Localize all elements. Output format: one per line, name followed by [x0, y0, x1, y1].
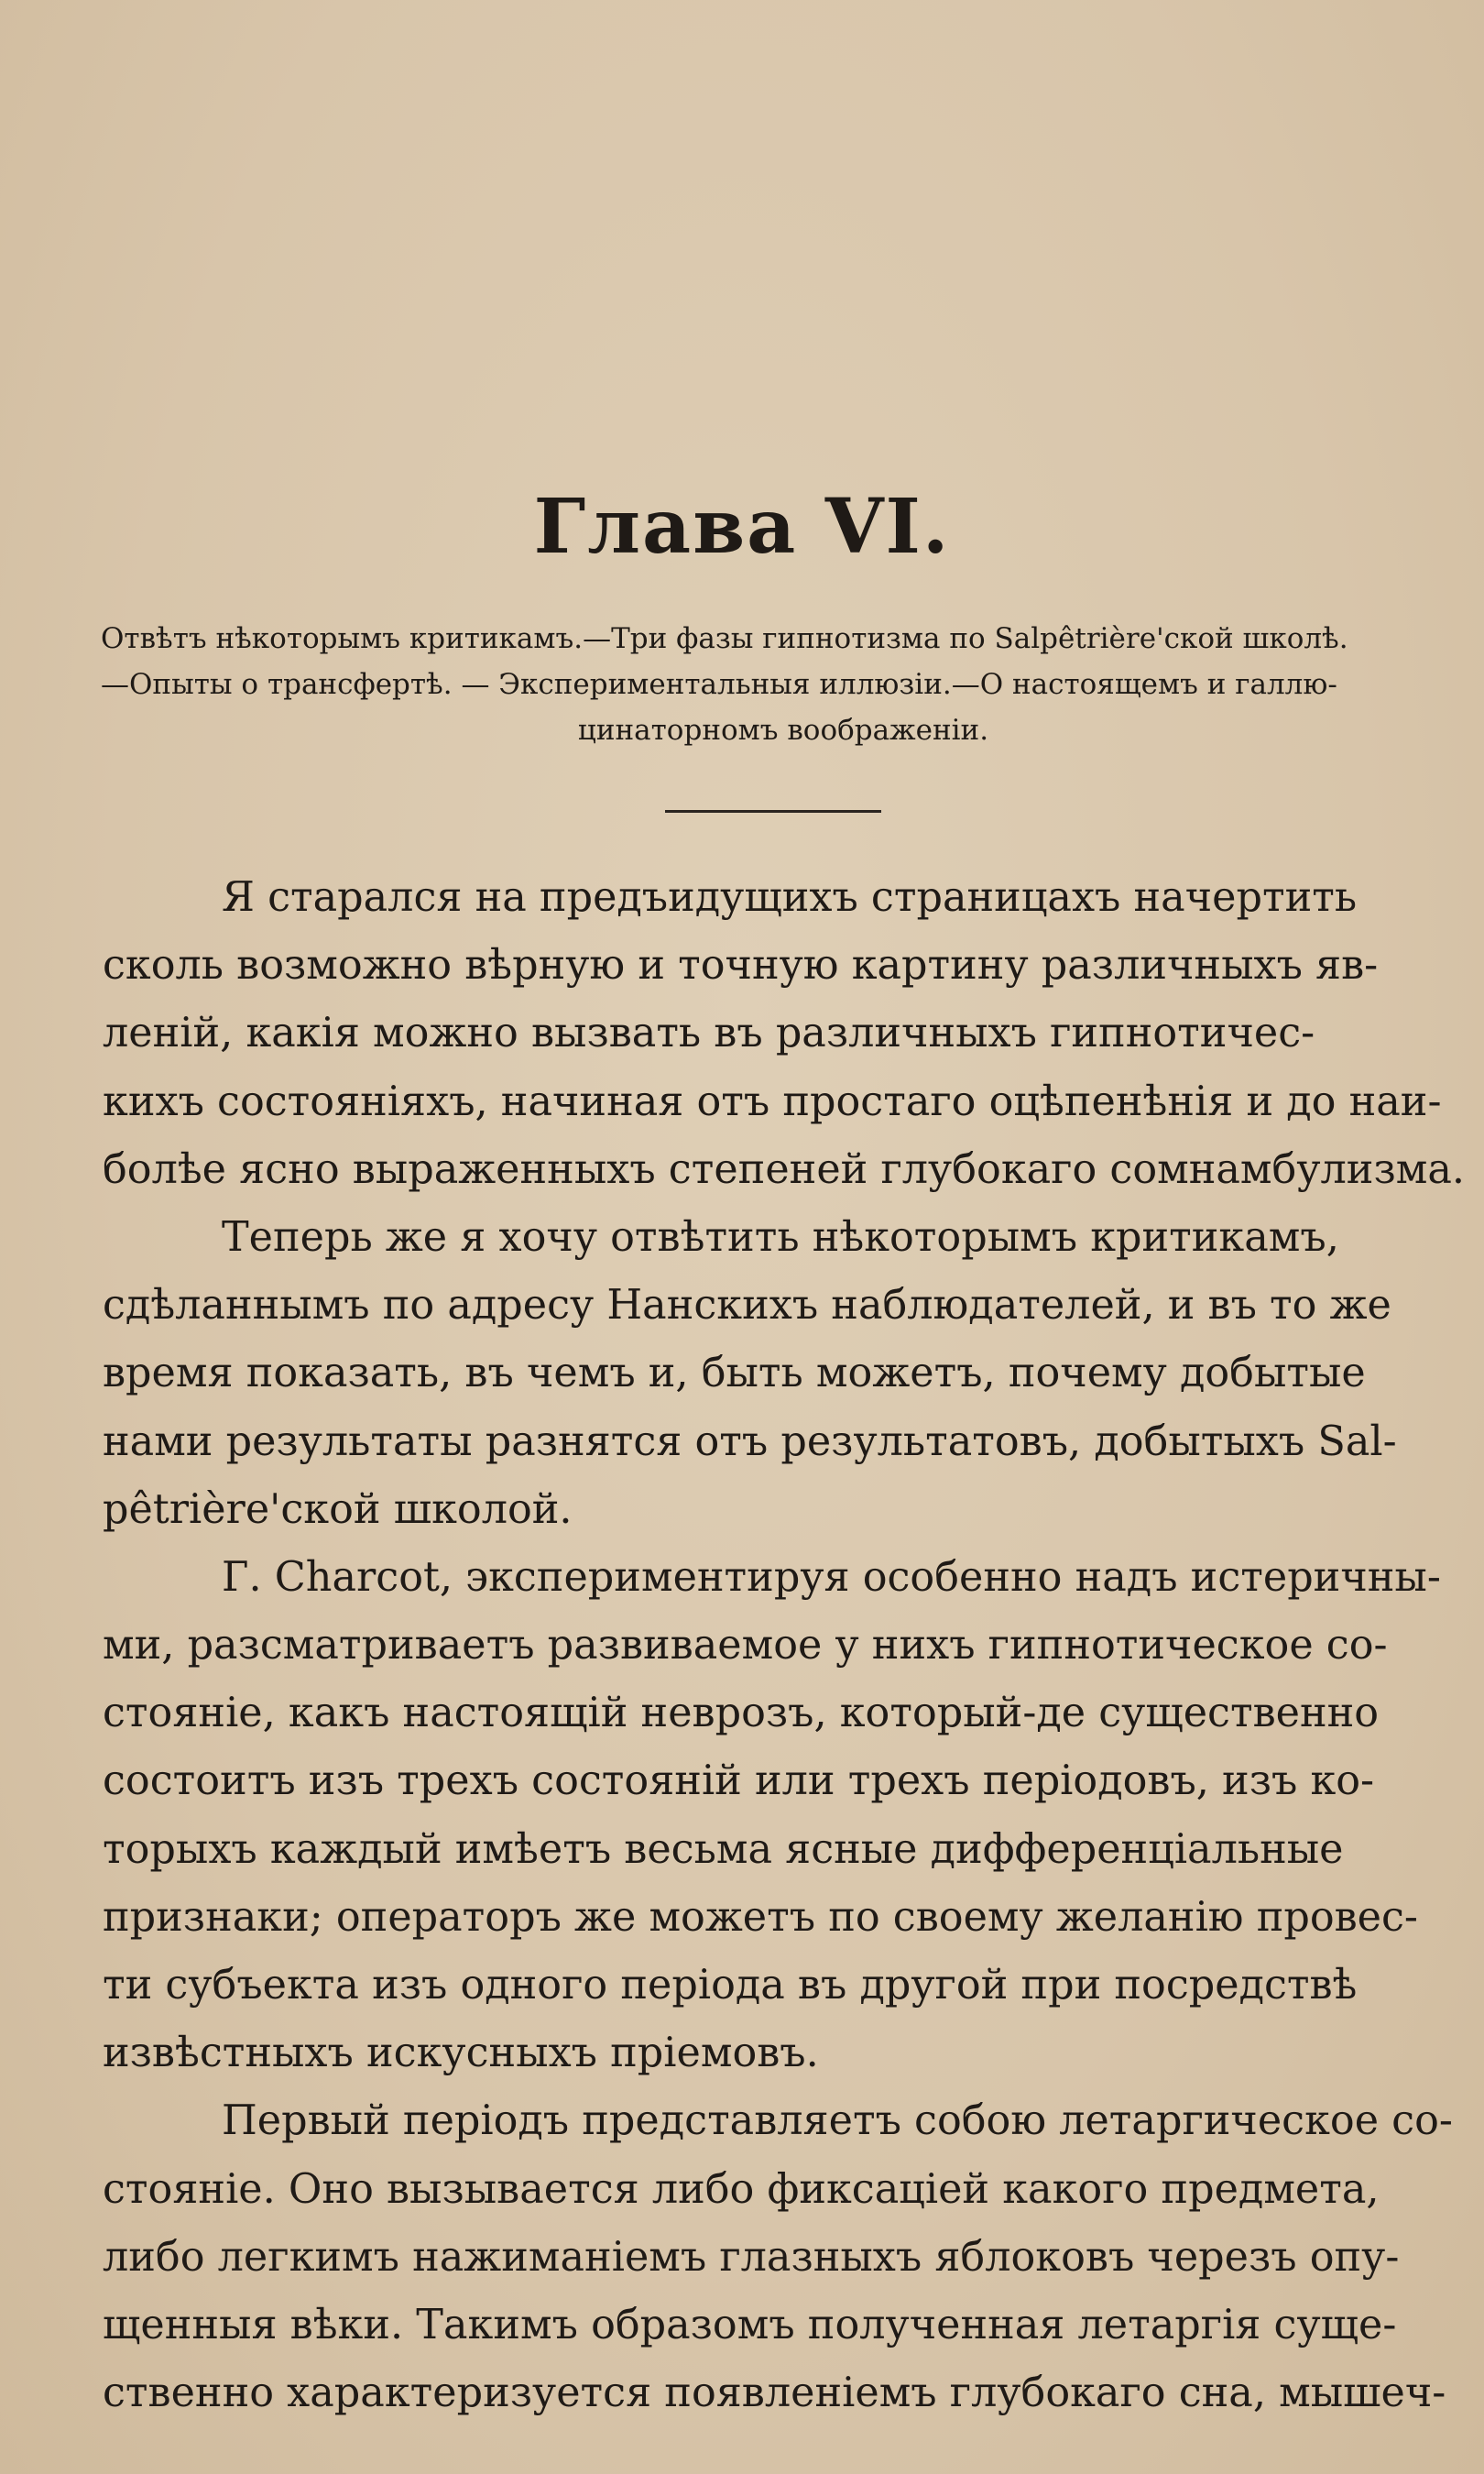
paragraph-line: извѣстныхъ искусныхъ пріемовъ.	[103, 2030, 819, 2077]
paragraph-line: Теперь же я хочу отвѣтить нѣкоторымъ критикамъ,	[222, 1213, 1339, 1261]
paragraph-line: признаки; операторъ же можетъ по своему желанію провес-	[103, 1893, 1418, 1941]
chapter-title: Глава VI.	[533, 483, 951, 571]
body-text	[103, 864, 1477, 2427]
paragraph-line: кихъ состояніяхъ, начиная отъ простаго оцѣпенѣнія и до наи-	[103, 1078, 1442, 1125]
paragraph-line: либо легкимъ нажиманіемъ глазныхъ яблоковъ черезъ опу-	[103, 2233, 1400, 2281]
paragraph-line: pêtrière'ской школой.	[103, 1485, 573, 1533]
paragraph-line: щенныя вѣки. Такимъ образомъ полученная летаргія суще-	[103, 2301, 1397, 2348]
paragraph-line: стояніе. Оно вызывается либо фиксаціей какого предмета,	[103, 2165, 1380, 2213]
chapter-summary	[101, 616, 1466, 753]
section-divider	[665, 810, 881, 813]
paragraph-line: леній, какія можно вызвать въ различныхъ гипнотичес-	[103, 1010, 1315, 1057]
paragraph-line: сдѣланнымъ по адресу Нанскихъ наблюдателей, и въ то же	[103, 1282, 1391, 1330]
paragraph-line: сколь возможно вѣрную и точную картину различныхъ яв-	[103, 942, 1379, 990]
paragraph-line: состоитъ изъ трехъ состояній или трехъ періодовъ, изъ ко-	[103, 1757, 1375, 1805]
paragraph-line: ми, разсматриваетъ развиваемое у нихъ гипнотическое со-	[103, 1622, 1388, 1669]
paragraph-line: болѣе ясно выраженныхъ степеней глубокаго сомнамбулизма.	[103, 1145, 1466, 1193]
paragraph-line: нами результаты разнятся отъ результатовъ, добытыхъ Sal-	[103, 1418, 1397, 1465]
paragraph-line: Первый періодъ представляетъ собою летаргическое со-	[222, 2097, 1453, 2145]
summary-line: Отвѣтъ нѣкоторымъ критикамъ.—Три фазы гипнотизма по Salpêtrière'ской школѣ.	[101, 622, 1348, 655]
summary-line: цинаторномъ воображеніи.	[577, 714, 989, 747]
paragraph-line: Я старался на предъидущихъ страницахъ начертить	[222, 874, 1358, 921]
paragraph-line: стояніе, какъ настоящій неврозъ, который-де существенно	[103, 1690, 1380, 1737]
paragraph-line: время показать, въ чемъ и, быть можетъ, почему добытые	[103, 1350, 1366, 1397]
paragraph-line: торыхъ каждый имѣетъ весьма ясные дифференціальные	[103, 1825, 1344, 1873]
paragraph-line: ти субъекта изъ одного періода въ другой при посредствѣ	[103, 1962, 1358, 2009]
summary-line: —Опыты о трансфертѣ. — Экспериментальныя иллюзіи.—О настоящемъ и галлю-	[101, 668, 1337, 701]
paragraph-line: ственно характеризуется появленіемъ глубокаго сна, мышеч-	[103, 2370, 1446, 2417]
paragraph-line: Г. Charcot, экспериментируя особенно надъ истеричны-	[222, 1553, 1441, 1601]
